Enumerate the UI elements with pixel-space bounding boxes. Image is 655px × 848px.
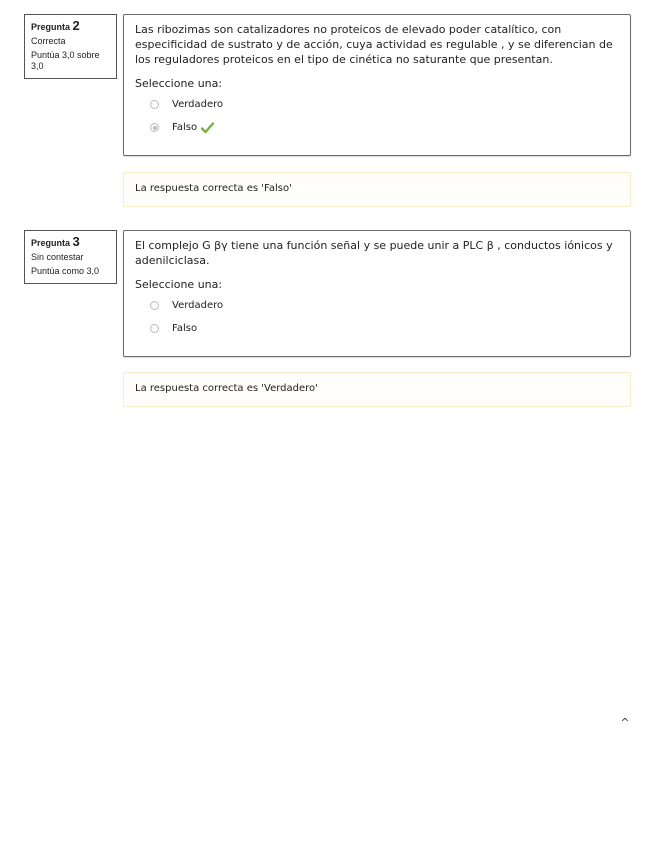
option-falso[interactable] bbox=[150, 317, 619, 340]
correct-answer-feedback: La respuesta correcta es 'Verdadero' bbox=[123, 372, 631, 407]
option-label: Verdadero bbox=[172, 300, 224, 311]
question-grade: Puntúa como 3,0 bbox=[31, 266, 100, 276]
scroll-to-top-icon[interactable]: ^ bbox=[620, 716, 630, 729]
question-info bbox=[24, 14, 117, 79]
answer-prompt: Seleccione una: bbox=[135, 77, 223, 90]
radio-button[interactable] bbox=[150, 301, 159, 310]
option-verdadero[interactable] bbox=[150, 93, 619, 116]
option-falso[interactable] bbox=[150, 116, 619, 139]
question-grade: Puntúa 3,0 sobre 3,0 bbox=[31, 50, 100, 71]
question-state: Correcta bbox=[31, 36, 66, 46]
radio-button-selected[interactable] bbox=[150, 123, 159, 132]
option-verdadero[interactable] bbox=[150, 294, 619, 317]
question-content bbox=[123, 230, 631, 357]
question-label: Pregunta bbox=[31, 238, 71, 248]
question-text: El complejo G βγ tiene una función señal y se puede unir a PLC β , conductos iónicos y adenilciclasa. bbox=[135, 239, 613, 267]
answer-options bbox=[135, 93, 619, 139]
question-state: Sin contestar bbox=[31, 252, 84, 262]
radio-button[interactable] bbox=[150, 324, 159, 333]
question-number bbox=[31, 236, 110, 249]
question-info bbox=[24, 230, 117, 284]
question-number-value: 2 bbox=[72, 18, 80, 33]
answer-prompt: Seleccione una: bbox=[135, 278, 223, 291]
check-icon bbox=[201, 122, 214, 134]
option-label: Falso bbox=[172, 323, 198, 334]
radio-button[interactable] bbox=[150, 100, 159, 109]
question-number-value: 3 bbox=[72, 234, 80, 249]
answer-options bbox=[135, 294, 619, 340]
option-label: Verdadero bbox=[172, 99, 224, 110]
question-label: Pregunta bbox=[31, 22, 71, 32]
question-text: Las ribozimas son catalizadores no proteicos de elevado poder catalítico, con especificidad de sustrato y de acción, cuya actividad es regulable , y se diferencian de los reguladores proteicos en el tipo de cinética no saturante que presentan. bbox=[135, 23, 613, 66]
option-label: Falso bbox=[172, 122, 198, 133]
question-number bbox=[31, 20, 110, 33]
correct-answer-feedback: La respuesta correcta es 'Falso' bbox=[123, 172, 631, 207]
question-content bbox=[123, 14, 631, 156]
